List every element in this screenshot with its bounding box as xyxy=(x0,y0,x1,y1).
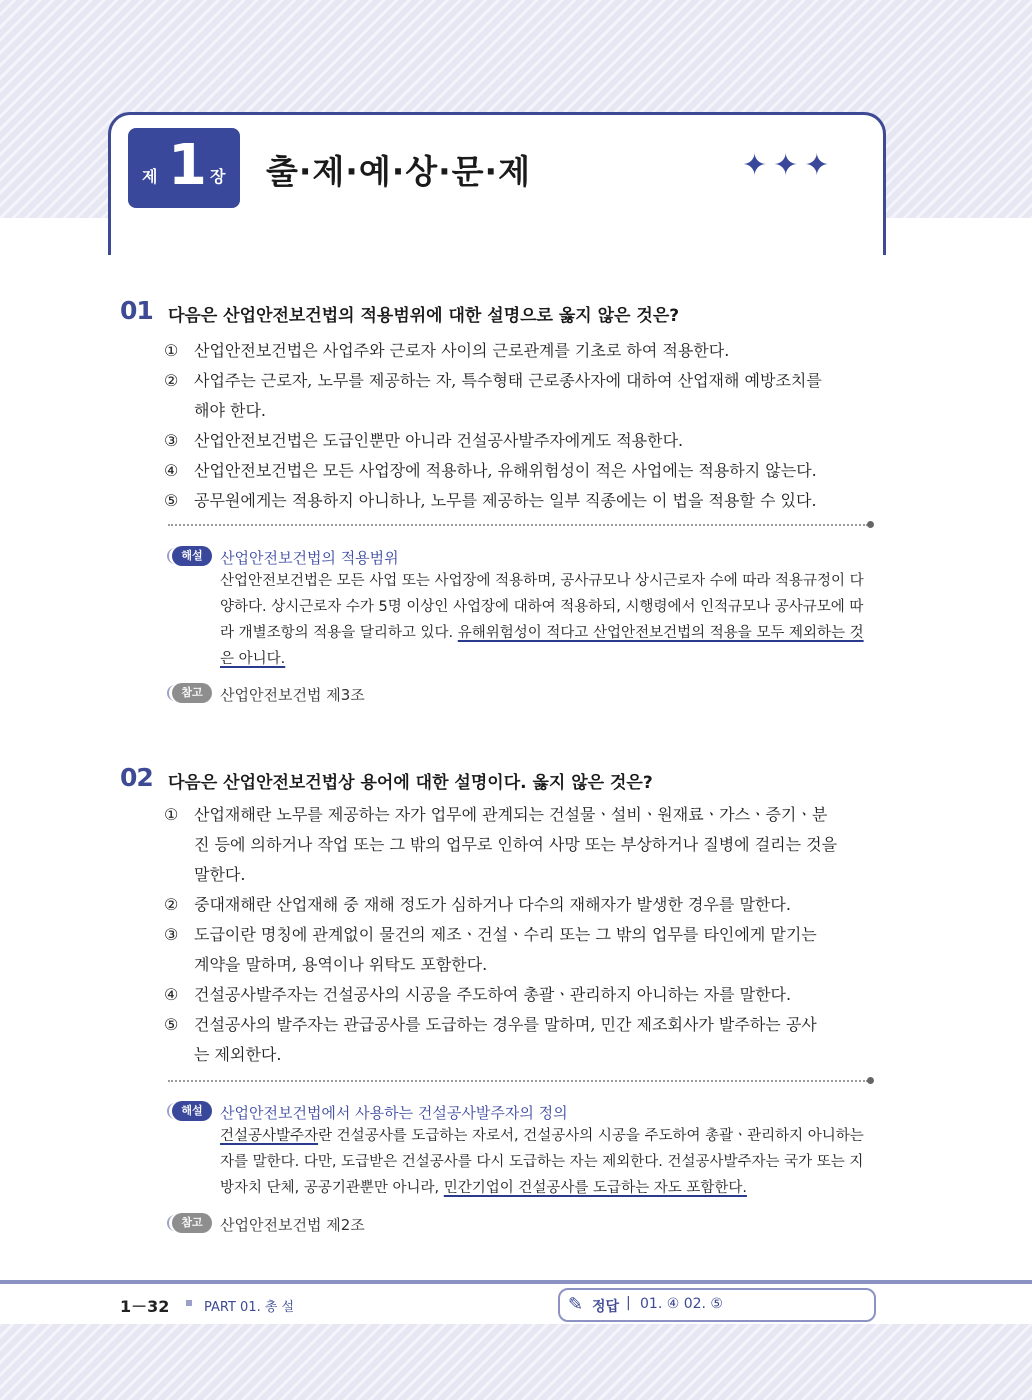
option-line: 말한다. xyxy=(194,865,246,884)
reference-badge: 참고 xyxy=(172,683,212,703)
question-text: 다음은 산업안전보건법상 용어에 대한 설명이다. 옳지 않은 것은? xyxy=(168,773,653,793)
divider xyxy=(168,524,868,526)
option-mark: ⑤ xyxy=(164,491,179,510)
answer-separator: | xyxy=(626,1295,631,1311)
option-1 xyxy=(164,336,730,366)
option-mark: ⑤ xyxy=(164,1015,179,1034)
reference-text: 산업안전보건법 제3조 xyxy=(220,686,365,704)
chapter-prefix: 제 xyxy=(142,167,158,186)
page-title: 출·제·예·상·문·제 xyxy=(266,152,531,191)
option-3 xyxy=(164,920,817,980)
option-mark: ④ xyxy=(164,461,179,480)
explanation-text: 산업안전보건법은 모든 사업 또는 사업장에 적용하며, 공사규모나 상시근로자 수에 따라 적용규정이 다양하다. 상시근로자 수가 5명 이상인 사업장에 대하여 적용하되, 시행령에서 인적규모나 공사규모에 따라 개별조항의 적용을 달리하고 있다. xyxy=(220,573,864,641)
reference-badge: 참고 xyxy=(172,1213,212,1233)
option-4 xyxy=(164,980,792,1010)
option-line: 산업안전보건법은 도급인뿐만 아니라 건설공사발주자에게도 적용한다. xyxy=(194,431,684,450)
option-1 xyxy=(164,800,838,890)
answer-values: 01. ④ 02. ⑤ xyxy=(640,1296,723,1312)
square-bullet-icon xyxy=(186,1300,192,1306)
option-line: 산업안전보건법은 모든 사업장에 적용하나, 유해위험성이 적은 사업에는 적용하지 않는다. xyxy=(194,461,817,480)
option-line: 해야 한다. xyxy=(194,401,266,420)
option-mark: ② xyxy=(164,371,179,390)
chapter-badge xyxy=(128,128,240,208)
explanation-underlined: 민간기업이 건설공사를 도급하는 자도 포함한다. xyxy=(443,1180,747,1196)
option-5 xyxy=(164,1010,817,1070)
option-mark: ① xyxy=(164,341,179,360)
option-5 xyxy=(164,486,817,516)
option-line: 공무원에게는 적용하지 아니하나, 노무를 제공하는 일부 직종에는 이 법을 적용할 수 있다. xyxy=(194,491,817,510)
reference-text: 산업안전보건법 제2조 xyxy=(220,1216,365,1234)
option-line: 계약을 말하며, 용역이나 위탁도 포함한다. xyxy=(194,955,488,974)
option-mark: ③ xyxy=(164,431,179,450)
page-number: 1－32 xyxy=(120,1297,170,1316)
footer-rule xyxy=(0,1280,1032,1284)
explanation-badge: 해설 xyxy=(172,1101,212,1121)
divider-dot xyxy=(867,1077,874,1084)
chapter-suffix: 장 xyxy=(210,167,226,186)
option-line: 건설공사발주자는 건설공사의 시공을 주도하여 총괄ㆍ관리하지 아니하는 자를 말한다. xyxy=(194,985,792,1004)
chapter-number: 1 xyxy=(168,133,207,198)
option-line: 도급이란 명칭에 관계없이 물건의 제조ㆍ건설ㆍ수리 또는 그 밖의 업무를 타인에게 맡기는 xyxy=(194,925,817,944)
divider xyxy=(168,1080,868,1082)
question-number: 02 xyxy=(120,763,153,792)
option-line: 진 등에 의하거나 작업 또는 그 밖의 업무로 인하여 사망 또는 부상하거나 질병에 걸리는 것을 xyxy=(194,835,838,854)
answer-box xyxy=(558,1288,876,1322)
option-line: 건설공사의 발주자는 관급공사를 도급하는 경우를 말하며, 민간 제조회사가 발주하는 공사 xyxy=(194,1015,817,1034)
option-line: 산업안전보건법은 사업주와 근로자 사이의 근로관계를 기초로 하여 적용한다. xyxy=(194,341,730,360)
option-line: 는 제외한다. xyxy=(194,1045,282,1064)
option-2 xyxy=(164,890,791,920)
explanation-body xyxy=(220,1123,874,1201)
option-mark: ③ xyxy=(164,925,179,944)
pencil-icon: ✎ xyxy=(568,1294,584,1315)
stars-icon: ✦✦✦ xyxy=(742,148,836,183)
option-mark: ④ xyxy=(164,985,179,1004)
part-label: PART 01. 총 설 xyxy=(204,1300,295,1315)
explanation-body xyxy=(220,568,874,672)
divider-dot xyxy=(867,521,874,528)
explanation-text: 란 건설공사를 도급하는 자로서, 건설공사의 시공을 주도하여 총괄ㆍ관리하지 아니하는 자를 말한다. 다만, 도급받은 건설공사를 다시 도급하는 자는 제외한다. 건설공사발주자는 국가 또는 지방자치 단체, 공공기관뿐만 아니라, xyxy=(220,1128,864,1196)
option-3 xyxy=(164,426,684,456)
question-text: 다음은 산업안전보건법의 적용범위에 대한 설명으로 옳지 않은 것은? xyxy=(168,306,680,326)
option-line: 산업재해란 노무를 제공하는 자가 업무에 관계되는 건설물ㆍ설비ㆍ원재료ㆍ가스ㆍ증기ㆍ분 xyxy=(194,805,828,824)
explanation-title: 산업안전보건법의 적용범위 xyxy=(220,549,399,567)
option-mark: ② xyxy=(164,895,179,914)
explanation-title: 산업안전보건법에서 사용하는 건설공사발주자의 정의 xyxy=(220,1104,568,1122)
option-2 xyxy=(164,366,822,426)
answer-label: 정답 xyxy=(592,1299,620,1315)
question-number: 01 xyxy=(120,296,153,325)
explanation-badge: 해설 xyxy=(172,546,212,566)
explanation-underlined: 유해위험성이 적다고 산업안전보건법의 적용을 모두 제외하는 것은 아니다. xyxy=(220,625,864,667)
option-4 xyxy=(164,456,817,486)
option-line: 중대재해란 산업재해 중 재해 정도가 심하거나 다수의 재해자가 발생한 경우를 말한다. xyxy=(194,895,791,914)
option-line: 사업주는 근로자, 노무를 제공하는 자, 특수형태 근로종사자에 대하여 산업재해 예방조치를 xyxy=(194,371,822,390)
option-mark: ① xyxy=(164,805,179,824)
explanation-underlined: 건설공사발주자 xyxy=(220,1128,319,1144)
